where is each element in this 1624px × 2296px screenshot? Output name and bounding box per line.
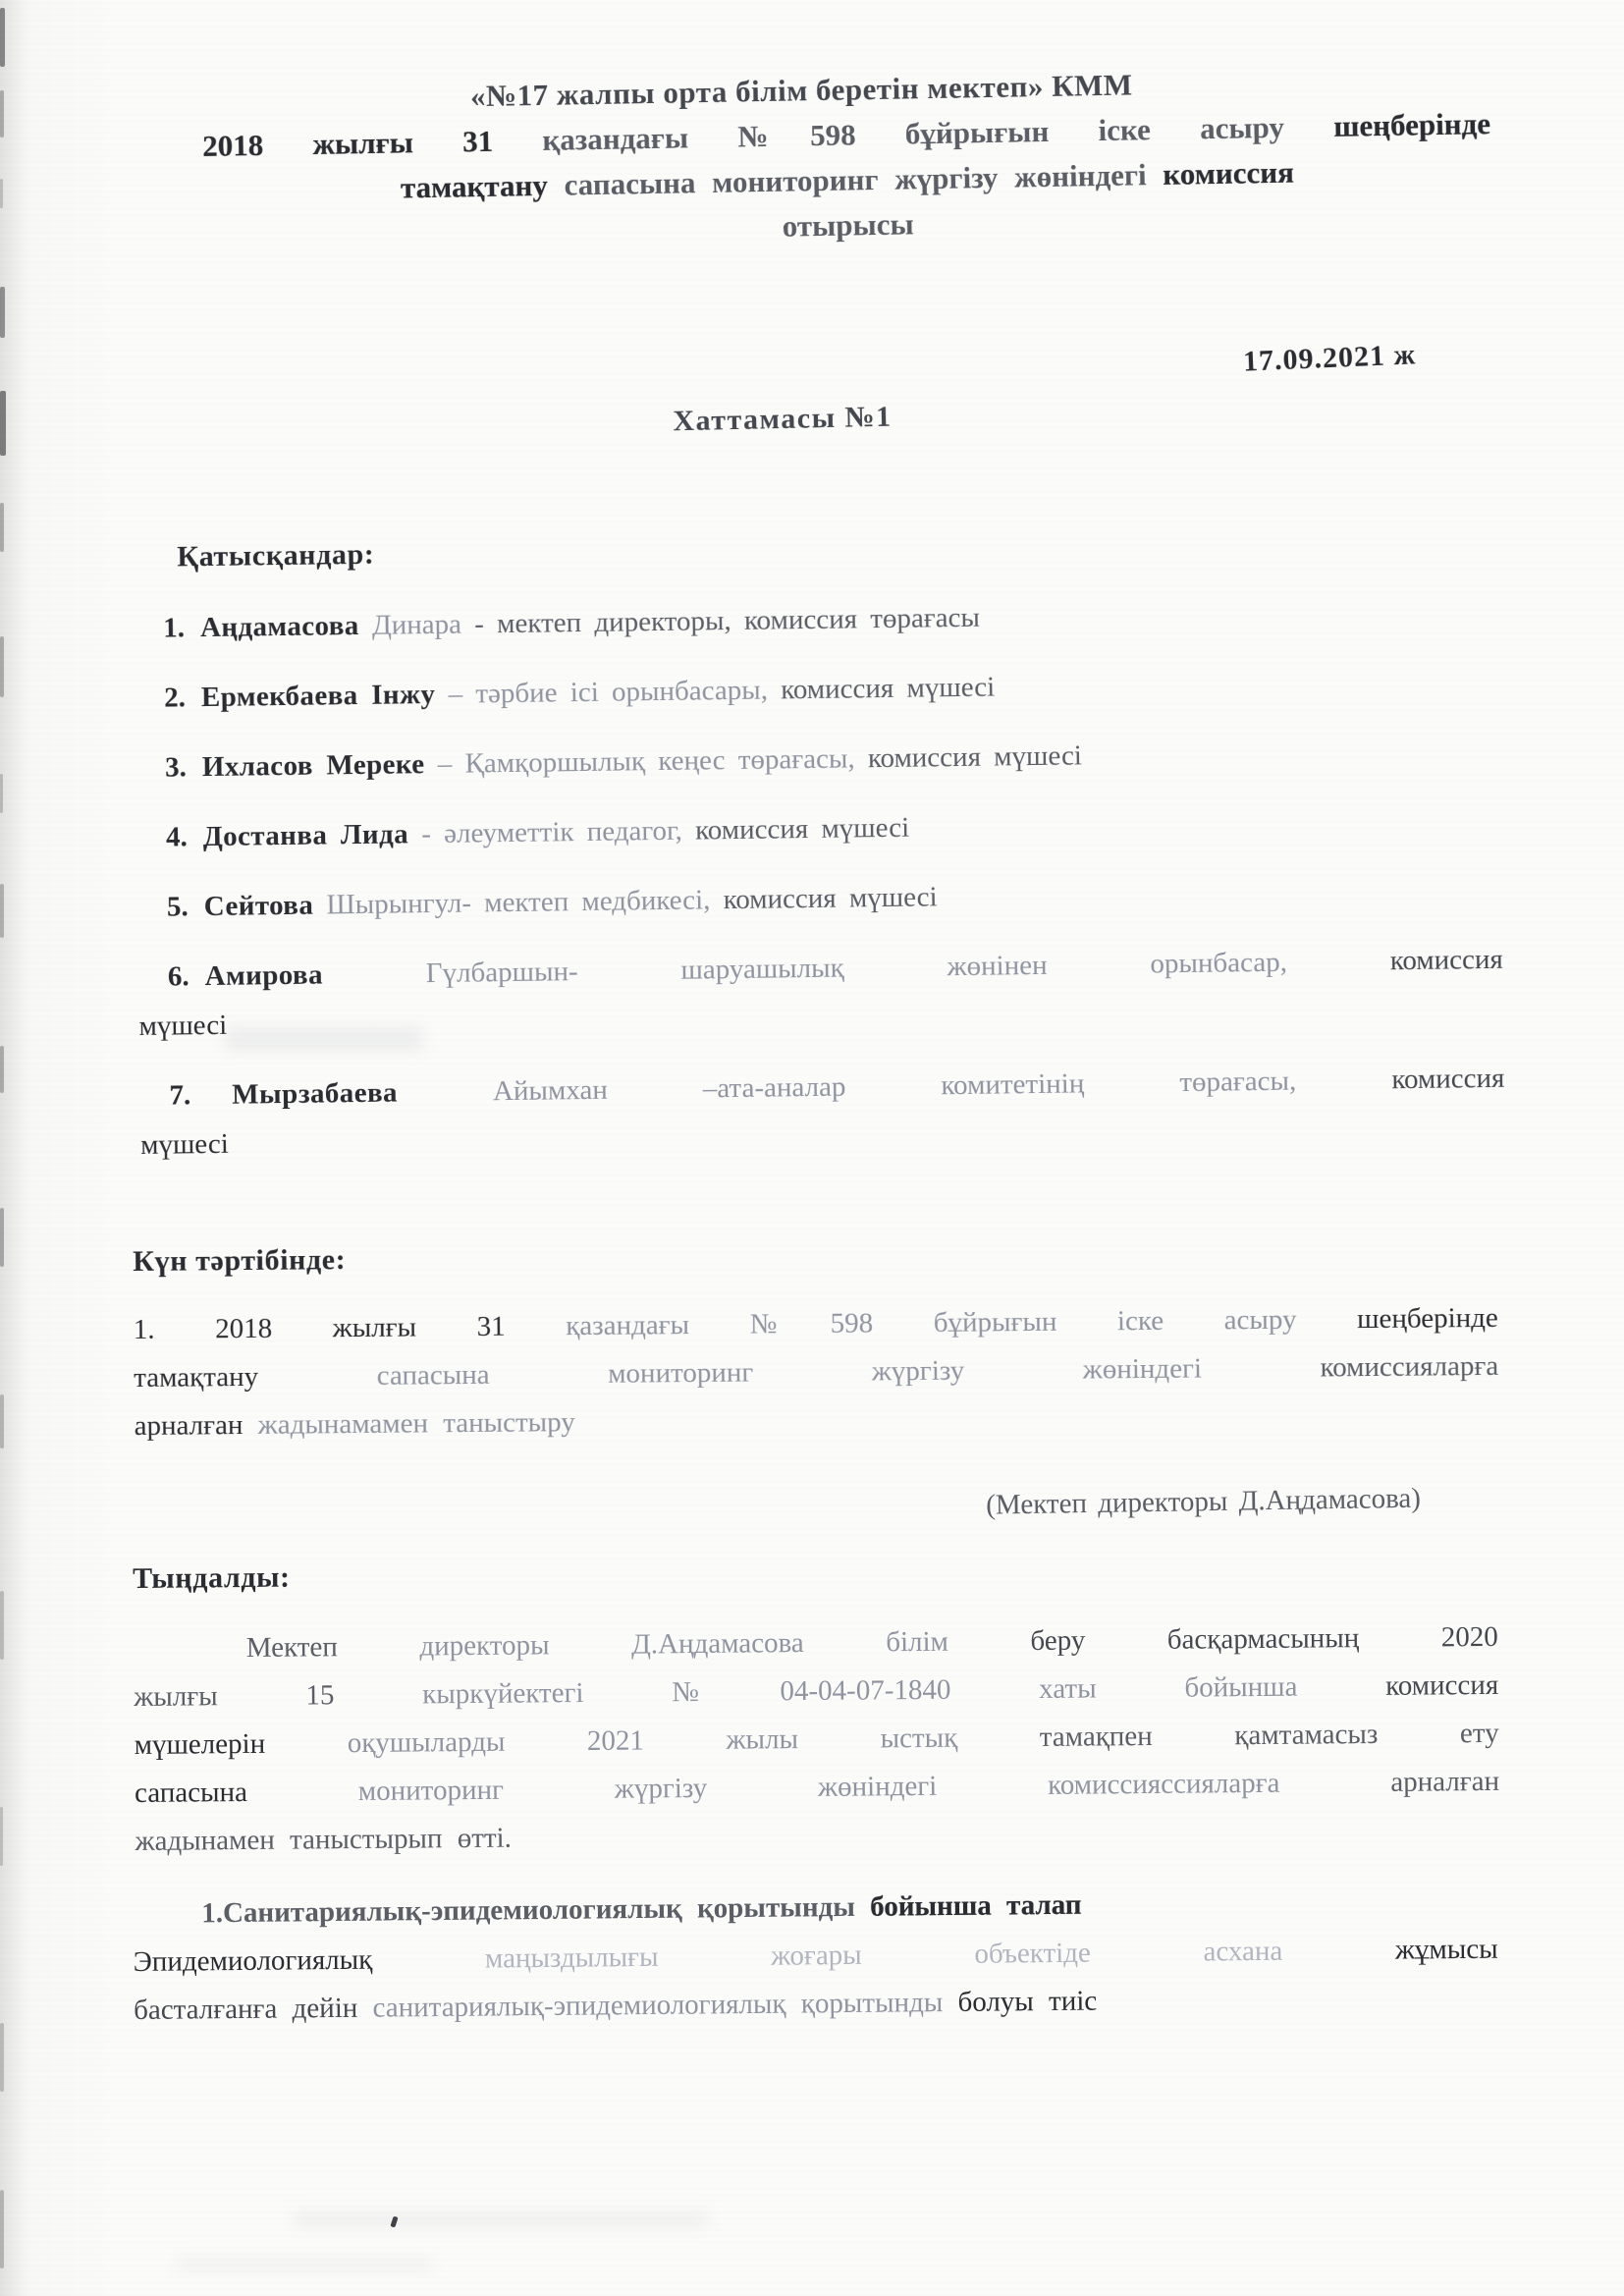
participant-line	[166, 795, 1502, 862]
text-segment: 1.Санитариялық-эпидемиологиялық	[201, 1892, 682, 1930]
title-segment: шеңберінде	[1332, 106, 1491, 143]
agenda-heading: Күн тәртібінде:	[133, 1243, 347, 1278]
participant-role: комиссия мүшесі	[723, 881, 938, 916]
title-segment: сапасына мониторинг жүргізу жөніндегі	[564, 157, 1147, 202]
scan-edge-mark	[0, 90, 4, 137]
title-segment: комиссия	[1163, 154, 1295, 191]
participant-role: - мектеп директоры, комиссия төрағасы	[474, 601, 981, 640]
participant-name: Ермекбаева Інжу	[200, 678, 436, 714]
text-segment: Эпидемиологиялық	[133, 1943, 373, 1978]
text-segment: тамақтану	[134, 1360, 259, 1394]
text-segment: қорытынды	[696, 1890, 856, 1925]
text-segment: арналған	[134, 1409, 244, 1442]
participants-list	[134, 586, 1505, 1170]
protocol-number: Хаттамасы №1	[672, 400, 893, 438]
participant-item	[138, 935, 1504, 1051]
participant-number: 2.	[163, 682, 187, 714]
text-segment: басталғанға дейін	[134, 1992, 358, 2026]
scan-edge-mark	[0, 1208, 4, 1267]
title-segment: тамақтану	[400, 167, 549, 205]
scan-edge-mark	[0, 1394, 4, 1449]
participant-number: 1.	[163, 612, 186, 644]
participant-number: 6.	[167, 960, 189, 993]
participant-item	[167, 865, 1503, 932]
scan-edge-mark	[0, 884, 4, 938]
text-segment: тамақпен қамтамасыз ету	[1039, 1717, 1499, 1753]
title-segment: 2018 жылғы 31	[201, 123, 494, 163]
participant-line	[163, 586, 1499, 653]
text-segment: жылғы 15	[134, 1679, 335, 1713]
text-segment: жұмысы	[1394, 1933, 1498, 1966]
participant-name: Ихласов Мереке	[201, 748, 425, 784]
participant-item	[166, 795, 1502, 862]
text-segment: арналған	[1390, 1765, 1500, 1798]
participant-name-2: Гүлбаршын- шаруашылық жөнінен орынбасар,	[425, 946, 1288, 990]
text-segment: санитариялық-эпидемиологиялық қорытынды	[372, 1987, 944, 2024]
participant-role: комиссия	[1389, 943, 1504, 977]
heard-heading: Тыңдалды:	[133, 1560, 291, 1595]
text-segment: жадынамен таныстырып өтті.	[135, 1822, 513, 1857]
title-segment: отырысы	[782, 206, 914, 244]
participant-item	[165, 726, 1501, 793]
participant-name-2: Шырынгул- мектеп медбикесі,	[326, 884, 711, 921]
text-segment: беру басқармасының 2020	[1030, 1620, 1498, 1658]
scan-edge-mark	[0, 287, 5, 338]
scan-edge-mark	[0, 2190, 4, 2269]
text-segment: комиссия	[1385, 1668, 1499, 1702]
participant-name-2: Динара	[371, 608, 462, 641]
scan-edge-mark	[0, 774, 3, 813]
participant-line	[167, 865, 1503, 932]
participant-item	[164, 656, 1500, 723]
participant-line	[165, 726, 1501, 793]
text-segment: Мектеп	[245, 1631, 338, 1664]
participant-name-2: – тәрбие ісі орынбасары,	[448, 674, 769, 710]
text-segment: жадынамамен таныстыру	[257, 1406, 575, 1441]
participant-role: комиссия мүшесі	[867, 739, 1083, 775]
text-segment: оқушыларды 2021 жылы ыстық	[347, 1722, 958, 1760]
participant-name: Амирова	[204, 958, 324, 993]
scan-edge-mark	[0, 8, 5, 67]
participants-heading: Қатысқандар:	[177, 537, 375, 574]
organization-name: «№17 жалпы орта білім беретін мектеп» КММ	[469, 67, 1133, 114]
text-segment: сапасына мониторинг жүргізу жөніндегі	[376, 1352, 1203, 1392]
participant-name: Достанва Лида	[202, 818, 409, 853]
participant-line-continuation: мүшесі	[139, 1127, 230, 1161]
resolution-section	[133, 1878, 1498, 2035]
scan-edge-mark	[0, 179, 3, 208]
agenda-section	[133, 1228, 1499, 1450]
text-segment: бойынша талап	[869, 1888, 1082, 1923]
participant-name: Аңдамасова	[199, 609, 359, 644]
text-segment: мониторинг жүргізу жөніндегі комиссияссияларға	[357, 1767, 1280, 1808]
text-segment: мүшелерін	[134, 1727, 266, 1761]
text-segment: болуы тиіс	[957, 1985, 1098, 2018]
participant-role: комиссия мүшесі	[694, 811, 910, 847]
heard-section	[133, 1545, 1500, 1866]
participant-role: комиссия	[1391, 1062, 1505, 1096]
scan-edge-shadow	[0, 0, 26, 2296]
text-segment: сапасына	[134, 1776, 248, 1809]
scan-edge-mark	[0, 1807, 3, 1866]
text-segment: шеңберінде	[1356, 1301, 1498, 1336]
participant-number: 4.	[165, 821, 188, 853]
participant-name-2: - әлеуметтік педагог,	[421, 814, 683, 850]
participant-name-2: Айымхан –ата-аналар комитетінің төрағасы,	[492, 1065, 1297, 1108]
smudge	[177, 2259, 432, 2270]
participant-name: Сейтова	[203, 889, 314, 923]
scan-edge-mark	[0, 1591, 4, 1660]
participant-line-continuation: мүшесі	[138, 1009, 228, 1042]
participant-role: комиссия мүшесі	[781, 671, 996, 706]
participants-section	[133, 518, 1506, 1190]
participant-number: 7.	[169, 1079, 191, 1112]
text-segment: директоры Д.Аңдамасова білім	[419, 1625, 949, 1663]
scan-edge-mark	[0, 636, 4, 697]
title-segment: қазандағы №598 бұйрығын іске асыру	[542, 109, 1285, 157]
participant-line	[164, 656, 1500, 723]
agenda-byline: (Мектеп директоры Д.Аңдамасова)	[986, 1482, 1422, 1521]
smudge	[295, 2212, 707, 2227]
text-segment: 1. 2018 жылғы 31	[133, 1310, 506, 1345]
document-header	[201, 56, 1492, 259]
participant-item	[163, 586, 1499, 653]
scan-edge-mark	[0, 2023, 4, 2092]
text-segment: кыркүйектегі №04-04-07-1840 хаты бойынша	[422, 1670, 1298, 1711]
document-date: 17.09.2021 ж	[1242, 338, 1417, 378]
scan-edge-mark	[0, 503, 4, 552]
text-segment: қазандағы №598 бұйрығын іске асыру	[566, 1303, 1297, 1342]
participant-number: 5.	[166, 891, 189, 923]
participant-name-2: – Қамқоршылық кеңес төрағасы,	[437, 742, 855, 780]
text-segment: комиссияларға	[1320, 1349, 1499, 1384]
scan-edge-mark	[0, 1046, 4, 1093]
participant-name: Мырзабаева	[232, 1076, 399, 1111]
participant-number: 3.	[164, 751, 188, 784]
participant-item	[139, 1054, 1505, 1170]
text-segment: маңыздылығы жоғары объектіде асхана	[484, 1935, 1283, 1975]
